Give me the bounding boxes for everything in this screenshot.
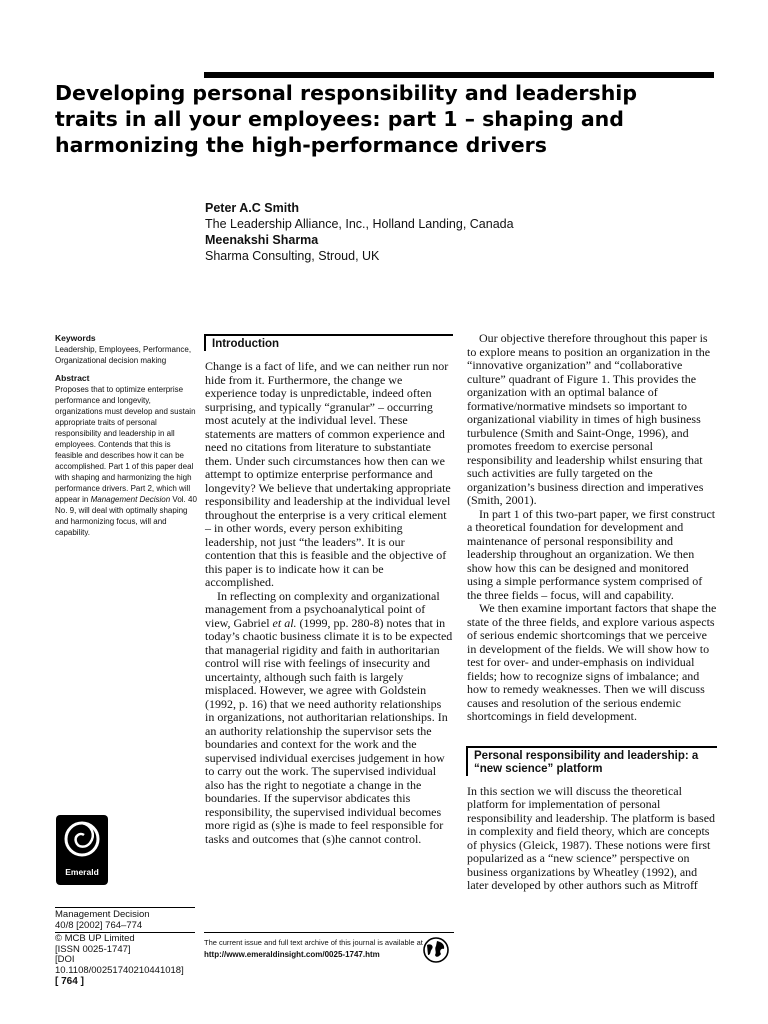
footnote-text: The current issue and full text archive of this journal is available at: [204, 938, 423, 947]
body-text: [467, 332, 717, 724]
journal-info: [55, 907, 195, 976]
keywords-text: Leadership, Employees, Performance, Organizational decision making: [55, 345, 192, 365]
column-left: [205, 334, 453, 846]
journal-name: Management Decision: [55, 909, 150, 920]
copyright: © MCB UP Limited: [55, 932, 195, 945]
author-affiliation: Sharma Consulting, Stroud, UK: [205, 249, 380, 263]
paragraph: Change is a fact of life, and we can neither run nor hide from it. Furthermore, the change we experience today is unpredictable, indeed often surprising, and typically “granular” – occurring most acutely at the individual level. These statements are matters of common experience and need no citations from literature to substantiate them. Under such circumstances how then can we attempt to optimize enterprise performance and longevity? We believe that undertaking appropriate responsibility and leadership at the individual level throughout the enterprise is a very critical element – in other words, every person exhibiting leadership, not just “the leaders”. It is our contention that this is feasible and the objective of this paper is to indicate how it can be accomplished.: [205, 359, 451, 589]
paragraph: In reflecting on complexity and organizational management from a psychoanalytical point of view, Gabriel et al. (1999, pp. 280-8) notes that in today’s chaotic business climate it is to be expected that managerial rigidity and faith in authoritarian control will rise with feelings of insecurity and uncertainty, although such faith is largely misplaced. However, we agree with Goldstein (1992, p. 16) that we need authority relationships in organizations, not authoritarian relationships. In an authority relationship the supervisor sets the boundaries and context for the work and the supervised individual exercises judgement in how to carry out the work. The supervised individual also has the right to negotiate a change in the boundaries. If the supervisor abdicates this responsibility, the supervised individual becomes more rigid as (s)he is made to feel responsible for tasks and outcomes that (s)he cannot control.: [205, 588, 453, 846]
issn: [ISSN 0025-1747]: [55, 943, 131, 955]
globe-icon: [422, 936, 450, 964]
author-name: Peter A.C Smith: [205, 201, 300, 215]
title-line: harmonizing the high-performance drivers: [55, 133, 547, 157]
title-line: traits in all your employees: part 1 – shaping and: [55, 107, 624, 131]
paragraph: In part 1 of this two-part paper, we first construct a theoretical foundation for development and maintenance of personal responsibility and leadership throughout an organization. We then show how this can be designed and monitored using a simple performance system comprised of the three fields – focus, will and capability.: [467, 506, 716, 602]
section-heading-personal-responsibility: Personal responsibility and leadership: a “new science” platform: [466, 746, 717, 776]
emerald-swirl-icon: [56, 815, 108, 867]
paragraph: Our objective therefore throughout this paper is to explore means to position an organization in the “innovative organization” and “collaborative culture” quadrant of Figure 1. This provides the organization with an optimal balance of formative/normative mindsets so important to organizational viability in times of high business turbulence (Smith and Saint-Onge, 1996), and promotes freedom to exercise personal responsibility and leadership whilst ensuring that such activities are fully targeted on the organization’s business direction and imperatives (Smith, 2001).: [467, 331, 711, 507]
footnote-url-link[interactable]: http://www.emeraldinsight.com/0025-1747.htm: [204, 950, 380, 959]
section-heading-introduction: Introduction: [204, 334, 453, 351]
author-name: Meenakshi Sharma: [205, 233, 319, 247]
logo-text: Emerald: [65, 867, 99, 877]
journal-name-italic: Management Decision: [90, 495, 171, 504]
abstract-text: Proposes that to optimize enterprise performance and longevity, organizations must develop and sustain appropriate traits of personal responsibility and leadership in all employees. Contends that this is feasible and describes how it can be accomplished. Part 1 of this paper deal with shaping and harmonizing the high performance drivers. Part 2, which will appear in Management Decision Vol. 40 No. 9, will deal with optimally shaping and harmonizing focus, will and capability.: [55, 385, 197, 537]
emerald-logo: [56, 815, 108, 885]
abstract-heading: Abstract: [55, 373, 90, 383]
title-rule: [204, 72, 714, 78]
paragraph: In this section we will discuss the theoretical platform for implementation of personal responsibility and leadership. The platform is based in complexity and field theory, which are concepts of physics (Gleick, 1987). These notions were first popularized as a “new science” perspective on business organizations by Wheatley (1992), and later developed by other authors such as Mitroff: [467, 783, 716, 892]
keywords-heading: Keywords: [55, 333, 96, 343]
author-affiliation: The Leadership Alliance, Inc., Holland Landing, Canada: [205, 217, 514, 231]
sidebar: [55, 333, 197, 538]
article-title: [55, 80, 715, 158]
page-number: [ 764 ]: [55, 976, 84, 987]
paragraph: We then examine important factors that shape the state of the three fields, and explore various aspects of serious endemic shortcomings that we perceive in development of the fields. We will show how to test for over- and under-emphasis on individual fields; how to recognize signs of imbalance; and how to remedy weaknesses. Then we will discuss causes and resolution of the serious endemic shortcomings in field development.: [467, 601, 717, 723]
doi: [DOI 10.1108/00251740210441018]: [55, 954, 184, 976]
title-line: Developing personal responsibility and leadership: [55, 81, 638, 105]
author-block: [205, 200, 725, 264]
body-text: [205, 360, 453, 846]
footnote: [204, 932, 454, 961]
journal-volume: 40/8 [2002] 764–774: [55, 919, 143, 931]
body-text: [467, 785, 717, 893]
column-right: [467, 332, 717, 893]
